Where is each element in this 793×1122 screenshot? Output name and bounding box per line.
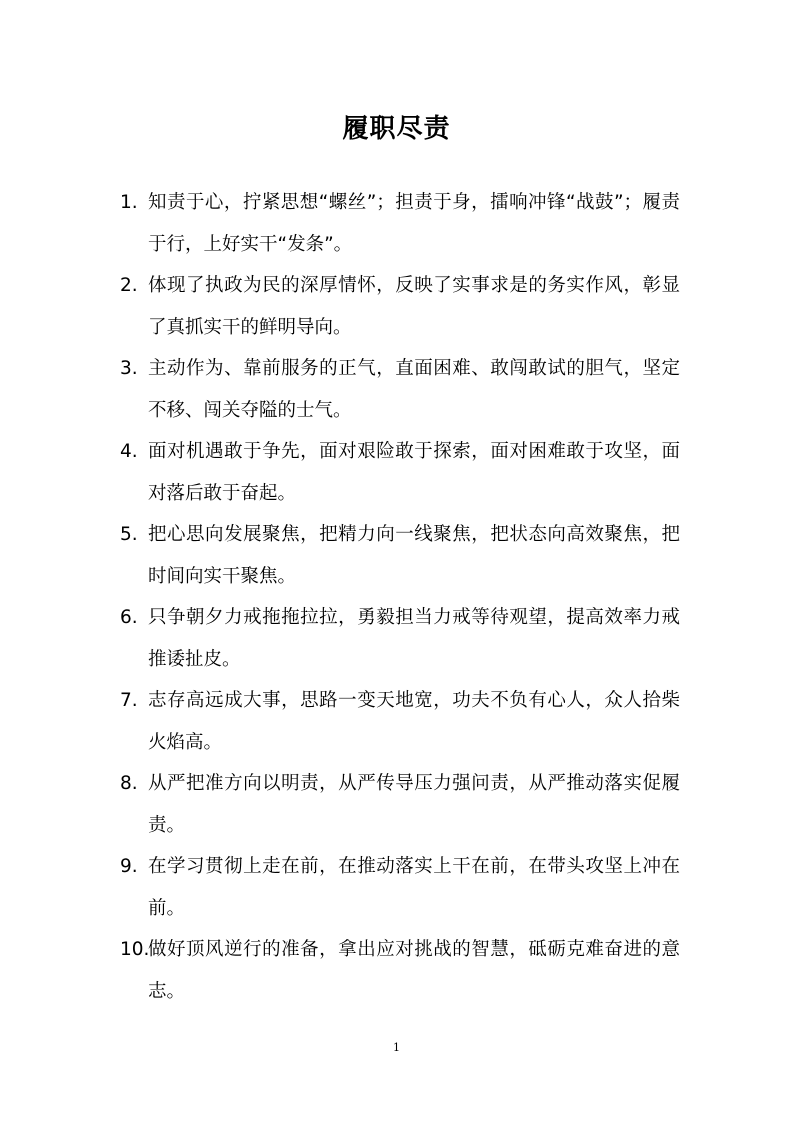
list-item-text: 做好顶风逆行的准备，拿出应对挑战的智慧，砥砺克难奋进的意志。 <box>148 939 680 1002</box>
list-item-number: 8. <box>120 773 138 794</box>
list-item <box>120 846 680 929</box>
list-item <box>120 265 680 348</box>
list-item <box>120 680 680 763</box>
numbered-list <box>120 182 680 1012</box>
list-item-text: 知责于心，拧紧思想“螺丝”；担责于身，擂响冲锋“战鼓”；履责于行，上好实干“发条”。 <box>148 192 680 255</box>
list-item-number: 5. <box>120 524 138 545</box>
list-item <box>120 431 680 514</box>
list-item-number: 2. <box>120 275 138 296</box>
page-number: 1 <box>393 1041 400 1054</box>
list-item-number: 4. <box>120 441 138 462</box>
list-item-text: 体现了执政为民的深厚情怀，反映了实事求是的务实作风，彰显了真抓实干的鲜明导向。 <box>148 275 680 338</box>
list-item <box>120 514 680 597</box>
list-item-text: 只争朝夕力戒拖拖拉拉，勇毅担当力戒等待观望，提高效率力戒推诿扯皮。 <box>148 607 680 670</box>
list-item-number: 10. <box>120 939 150 960</box>
list-item <box>120 929 680 1012</box>
list-item-number: 6. <box>120 607 138 628</box>
list-item <box>120 182 680 265</box>
page-title: 履职尽责 <box>342 114 451 144</box>
list-item-number: 9. <box>120 856 138 877</box>
list-item-text: 把心思向发展聚焦，把精力向一线聚焦，把状态向高效聚焦，把时间向实干聚焦。 <box>148 524 680 587</box>
list-item-text: 主动作为、靠前服务的正气，直面困难、敢闯敢试的胆气，坚定不移、闯关夺隘的士气。 <box>148 358 680 421</box>
list-item-text: 从严把准方向以明责，从严传导压力强问责，从严推动落实促履责。 <box>148 773 680 836</box>
list-item <box>120 763 680 846</box>
list-item-text: 面对机遇敢于争先，面对艰险敢于探索，面对困难敢于攻坚，面对落后敢于奋起。 <box>148 441 680 504</box>
list-item-number: 7. <box>120 690 138 711</box>
list-item-number: 3. <box>120 358 138 379</box>
list-item-number: 1. <box>120 192 138 213</box>
list-item-text: 在学习贯彻上走在前，在推动落实上干在前，在带头攻坚上冲在前。 <box>148 856 680 919</box>
list-item-text: 志存高远成大事，思路一变天地宽，功夫不负有心人，众人拾柴火焰高。 <box>148 690 680 753</box>
list-item <box>120 597 680 680</box>
list-item <box>120 348 680 431</box>
